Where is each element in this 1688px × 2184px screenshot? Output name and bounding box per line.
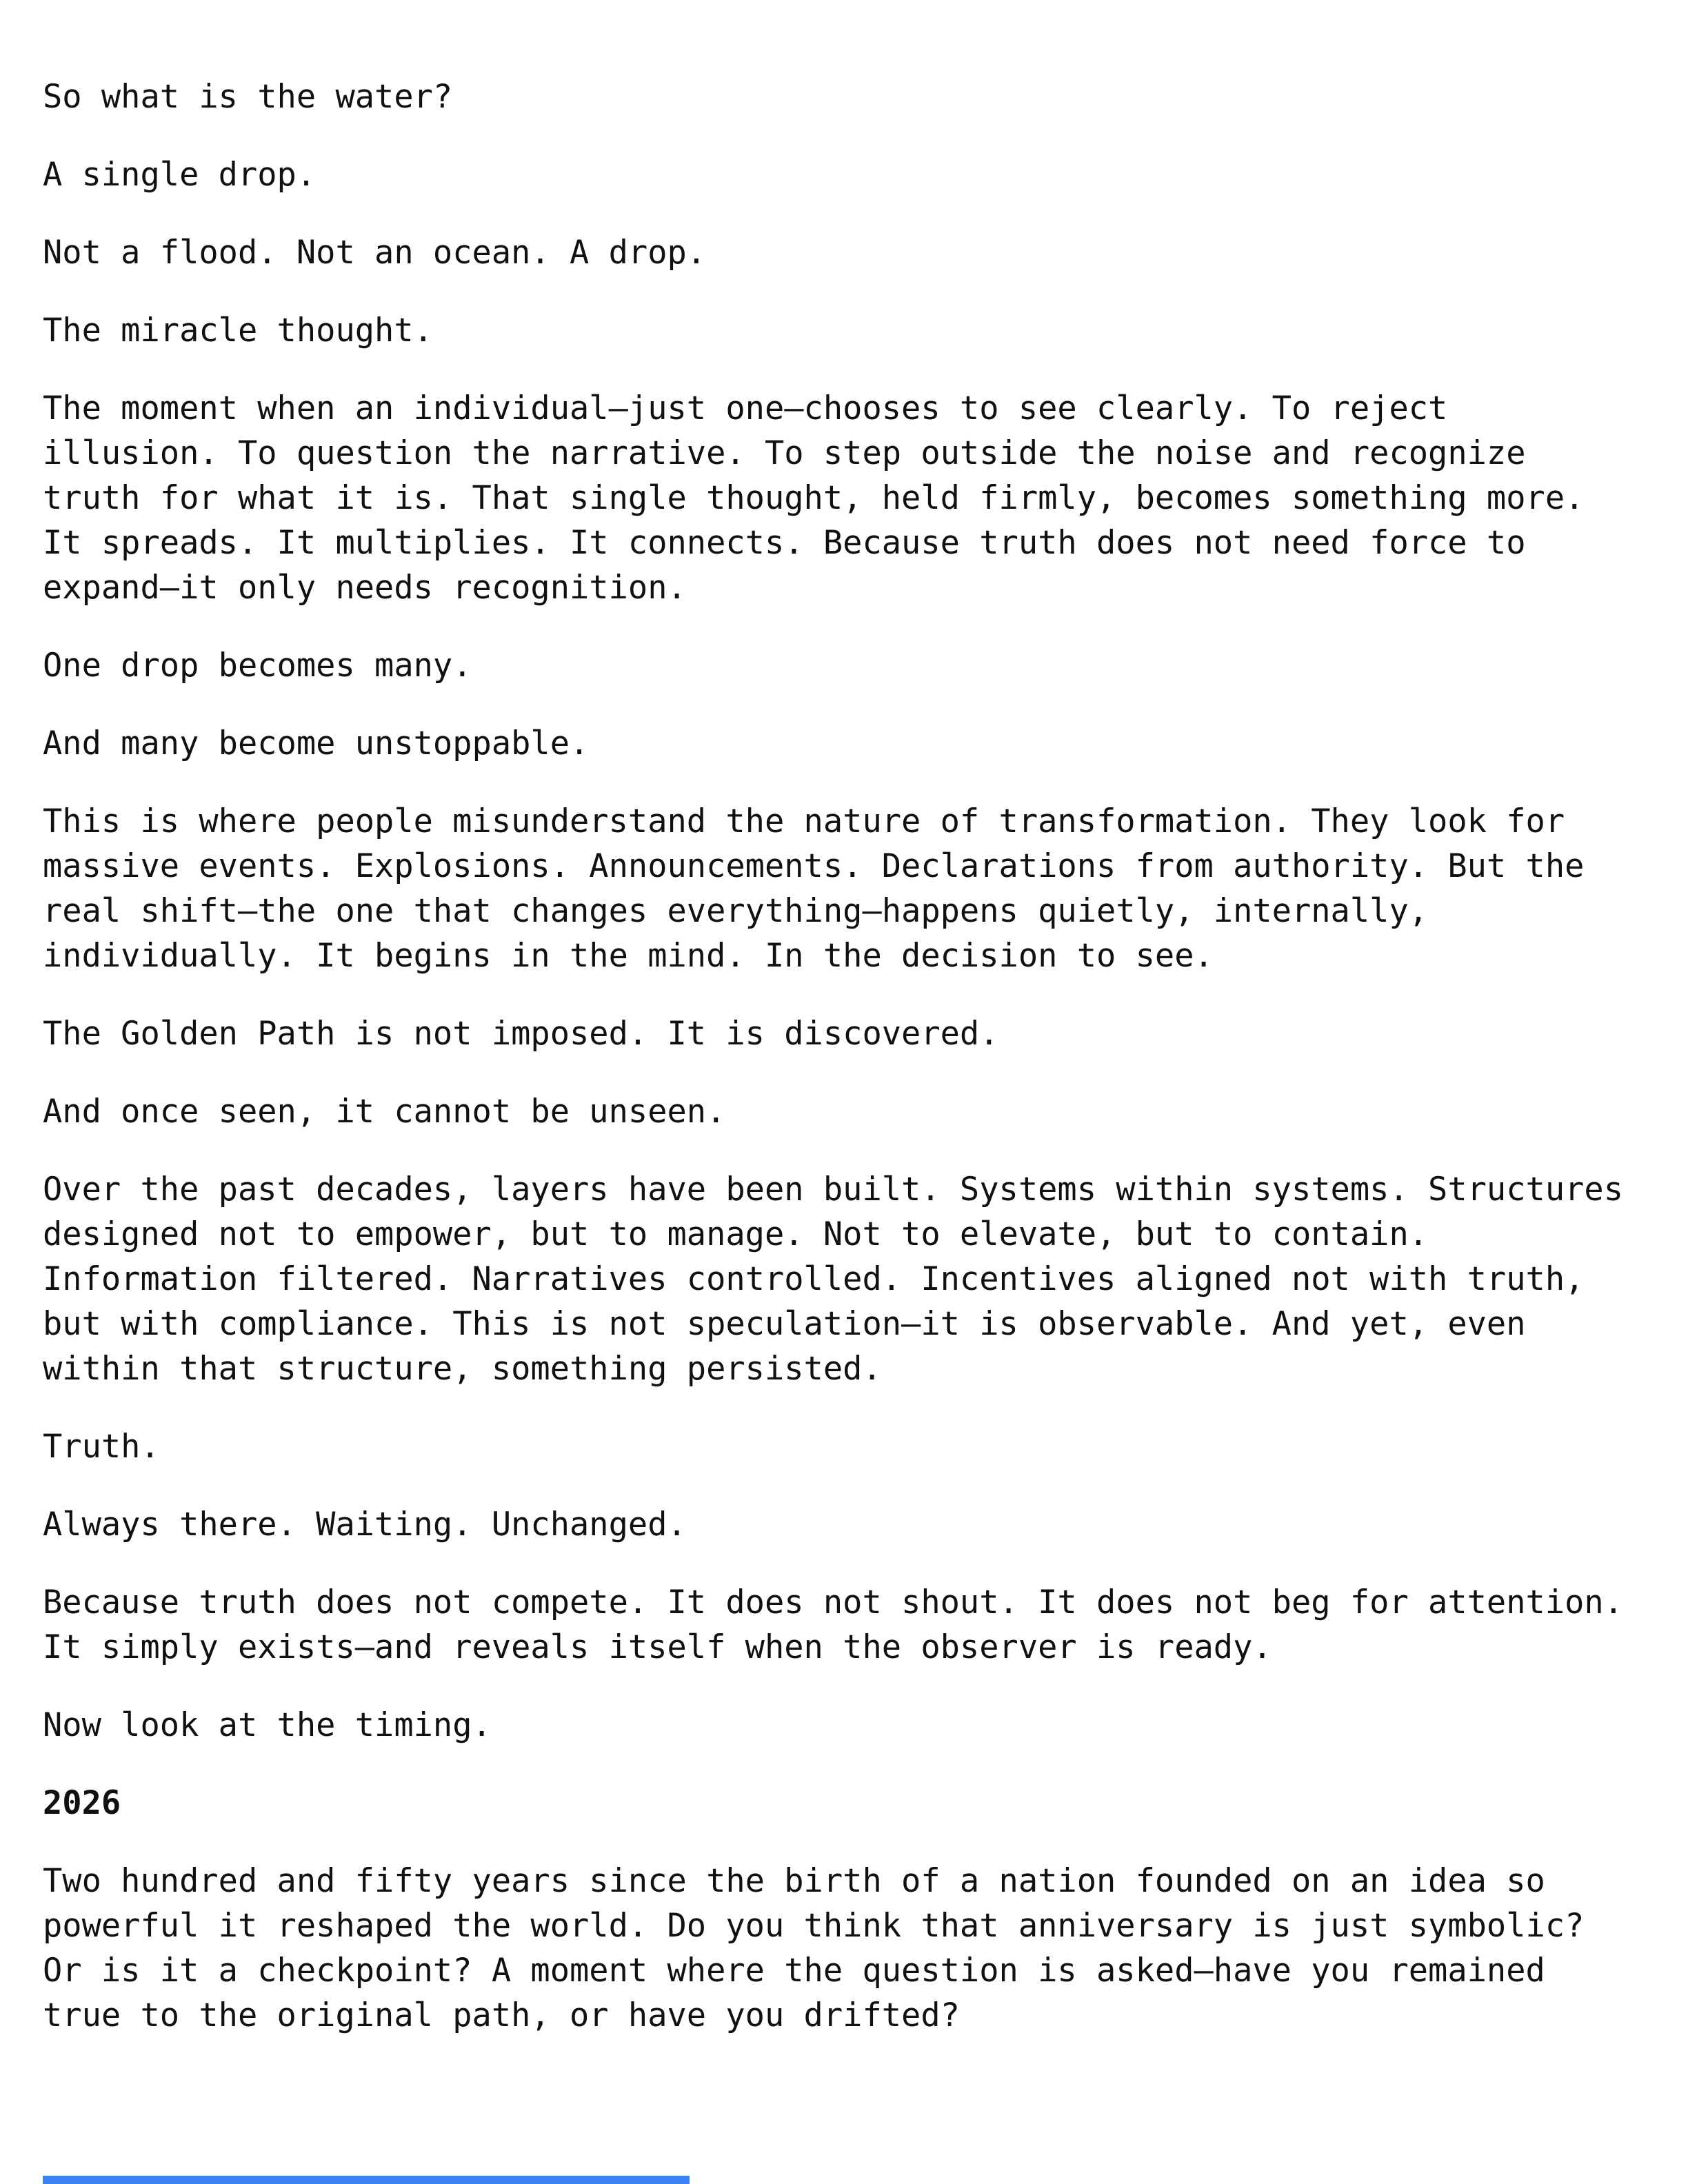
paragraph: One drop becomes many.: [43, 647, 472, 685]
paragraph: The Golden Path is not imposed. It is discovered.: [43, 1015, 999, 1053]
paragraph: The miracle thought.: [43, 312, 433, 350]
paragraph: And once seen, it cannot be unseen.: [43, 1093, 726, 1131]
section-heading: 2026: [43, 1784, 121, 1822]
paragraph: A single drop.: [43, 156, 316, 194]
paragraph: This is where people misunderstand the nature of transformation. They look for massive events. Explosions. Announcements. Declarations from authority. But the real shift—the one that changes everything—happens quietly, internally, individually. It begins in the mind. In the decision to see.: [43, 802, 1585, 975]
paragraph: Always there. Waiting. Unchanged.: [43, 1506, 687, 1544]
paragraph: The moment when an individual—just one—chooses to see clearly. To reject illusion. To question the narrative. To step outside the noise and recognize truth for what it is. That single thought, held firmly, becomes something more. It spreads. It multiplies. It connects. Because truth does not need force to expand—it only needs recognition.: [43, 390, 1585, 607]
accent-bar: [43, 2176, 690, 2184]
paragraph: Because truth does not compete. It does not shout. It does not beg for attention. It simply exists—and reveals itself when the observer is ready.: [43, 1584, 1624, 1666]
paragraph: Two hundred and fifty years since the birth of a nation founded on an idea so powerful it reshaped the world. Do you think that anniversary is just symbolic? Or is it a checkpoint? A moment where the question is asked—have you remained true to the original path, or have you drifted?: [43, 1862, 1585, 2034]
paragraph: Over the past decades, layers have been built. Systems within systems. Structures designed not to empower, but to manage. Not to elevate, but to contain. Information filtered. Narratives controlled. Incentives aligned not with truth, but with compliance. This is not speculation—it is observable. And yet, even within that structure, something persisted.: [43, 1171, 1624, 1388]
paragraph: Now look at the timing.: [43, 1706, 492, 1744]
paragraph: So what is the water?: [43, 78, 453, 116]
paragraph: Not a flood. Not an ocean. A drop.: [43, 234, 707, 272]
paragraph: And many become unstoppable.: [43, 725, 590, 762]
paragraph: Truth.: [43, 1428, 160, 1466]
